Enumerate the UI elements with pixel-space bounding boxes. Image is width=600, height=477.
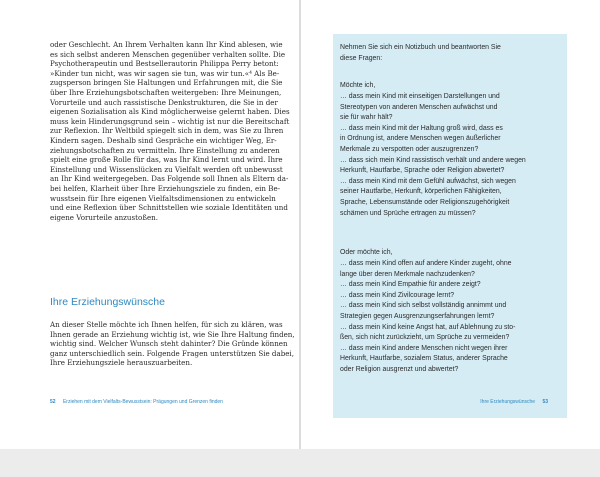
text-line: Ihre Erziehungsziele herauszuarbeiten. <box>50 358 193 368</box>
text-line: wichtig sind. Welcher Wunsch steht dahinter? Die Gründe können <box>50 339 288 349</box>
text-line: ganz unterschiedlich sein. Folgende Fragen unterstützen Sie dabei, <box>50 348 294 358</box>
box-intro <box>340 43 562 64</box>
text-line: zur Reflexion. Ihr Weltbild spiegelt sich in dem, was Sie zu Ihren <box>50 126 284 136</box>
text-line: über Ihre Erziehungsbotschaften weitergeben: Ihre Meinungen, <box>50 87 282 97</box>
section-heading: Ihre Erziehungswünsche <box>50 296 165 308</box>
text-line: Merkmale zu verspotten oder auszugrenzen? <box>340 145 479 153</box>
text-line: … dass mein Kind offen auf andere Kinder zugeht, ohne <box>340 260 512 267</box>
text-line: … dass sich mein Kind rassistisch verhält und andere wegen <box>340 156 526 164</box>
left-paragraph-2 <box>50 320 295 368</box>
text-line: muss kein Hinderungsgrund sein – wichtig ist nur die Bereitschaft <box>50 116 290 126</box>
text-line: schämen und Sprüche ertragen zu müssen? <box>340 209 476 217</box>
text-line: Sprache, Lebensumstände oder Religionszugehörigkeit <box>340 198 510 206</box>
text-line: oder Geschlecht. An Ihrem Verhalten kann Ihr Kind ablesen, wie <box>50 40 283 49</box>
right-running-title: Ihre Erziehungswünsche <box>480 399 536 405</box>
text-line: Stereotypen von anderen Menschen aufwächst und <box>340 103 498 111</box>
text-line: lange über deren Merkmale nachzudenken? <box>340 270 475 278</box>
text-line: … dass mein Kind mit einseitigen Darstellungen und <box>340 93 500 100</box>
text-line: oder Religion ausgrenzt und abwertet? <box>340 365 459 373</box>
box-question-list-1 <box>340 92 562 219</box>
text-line: … dass mein Kind Zivilcourage lernt? <box>340 291 455 299</box>
box-heading-1: Möchte ich, <box>340 82 376 89</box>
left-paragraph-1 <box>50 40 290 222</box>
text-line: … dass mein Kind mit der Haltung groß wird, dass es <box>340 124 503 132</box>
text-line: in Ordnung ist, andere Menschen wegen äußerlicher <box>340 135 501 143</box>
left-page-number: 52 <box>50 399 56 405</box>
text-line: An dieser Stelle möchte ich Ihnen helfen, für sich zu klären, was <box>50 320 283 329</box>
text-line: … dass mein Kind keine Angst hat, auf Ablehnung zu sto- <box>340 323 516 331</box>
text-line: Nehmen Sie sich ein Notizbuch und beantworten Sie <box>340 44 501 51</box>
text-line: Einstellung und Wissenslücken zu Vielfalt werden oft unbewusst <box>50 164 283 174</box>
text-line: bei helfen, Klarheit über Ihre Erziehungsziele zu finden, ein Be- <box>50 183 281 193</box>
left-footer <box>50 399 223 405</box>
text-line: wusstsein für Ihre eigenen Vielfaltsdimensionen zu entwickeln <box>50 193 276 203</box>
left-running-title: Erziehen mit dem Vielfalts-Bewusstsein: Prägungen und Grenzen finden <box>62 399 223 405</box>
bottom-margin <box>0 449 600 477</box>
text-line: eigenen Sozialisation als Kind möglicherweise gelernt haben. Dies <box>50 107 290 117</box>
text-line: Psychotherapeutin und Bestsellerautorin Philippa Perry betont: <box>50 59 279 69</box>
box-heading-2: Oder möchte ich, <box>340 249 393 256</box>
text-line: seiner Hautfarbe, Herkunft, körperlichen Fähigkeiten, <box>340 188 502 196</box>
text-line: diese Fragen: <box>340 54 383 62</box>
text-line: an Ihr Kind weitergegeben. Das Folgende soll Ihnen als Eltern da- <box>50 174 289 184</box>
right-page-number: 53 <box>542 399 548 405</box>
text-line: Kindern sagen. Deshalb sind Gespräche ein wichtiger Weg, Er- <box>50 135 277 145</box>
text-line: Herkunft, Hautfarbe, Sprache oder Religion abwertet? <box>340 167 505 175</box>
text-line: ßen, sich nicht zurückzieht, um Sprüche zu vermeiden? <box>340 334 510 342</box>
text-line: zugsperson bringen Sie Haltungen und Erfahrungen mit, die Sie <box>50 78 283 88</box>
text-line: eigene Vorurteile anzustoßen. <box>50 212 158 222</box>
text-line: spielt eine große Rolle für das, was Ihr Kind lernt und wird. Ihre <box>50 155 283 165</box>
text-line: Strategien gegen Ausgrenzungserfahrungen lernt? <box>340 312 495 320</box>
right-footer <box>480 399 548 405</box>
text-line: … dass mein Kind sich selbst vollständig annimmt und <box>340 302 507 310</box>
text-line: … dass mein Kind andere Menschen nicht wegen ihrer <box>340 344 508 352</box>
text-line: und eine Reflexion über Schnittstellen wie soziale Identitäten und <box>50 203 288 213</box>
text-line: ziehungsbotschaften zu vermitteln. Ihre Einstellung zu anderen <box>50 145 280 155</box>
text-line: sie für wahr hält? <box>340 114 393 122</box>
box-question-list-2 <box>340 259 562 376</box>
text-line: … dass mein Kind Empathie für andere zeigt? <box>340 281 481 289</box>
text-line: Vorurteile und auch rassistische Denkstrukturen, die Sie in der <box>50 97 278 107</box>
text-line: Ihnen gerade an Erziehung wichtig ist, wie Sie Ihre Haltung finden, <box>50 329 295 339</box>
text-line: es sich selbst anderen Menschen gegenüber verhalten sollte. Die <box>50 49 286 59</box>
text-line: »Kinder tun nicht, was wir sagen sie tun, was wir tun.«⁴ Als Be- <box>50 68 280 78</box>
text-line: … dass mein Kind mit dem Gefühl aufwächst, sich wegen <box>340 177 516 185</box>
text-line: Herkunft, Hautfarbe, sozialem Status, anderer Sprache <box>340 355 508 363</box>
